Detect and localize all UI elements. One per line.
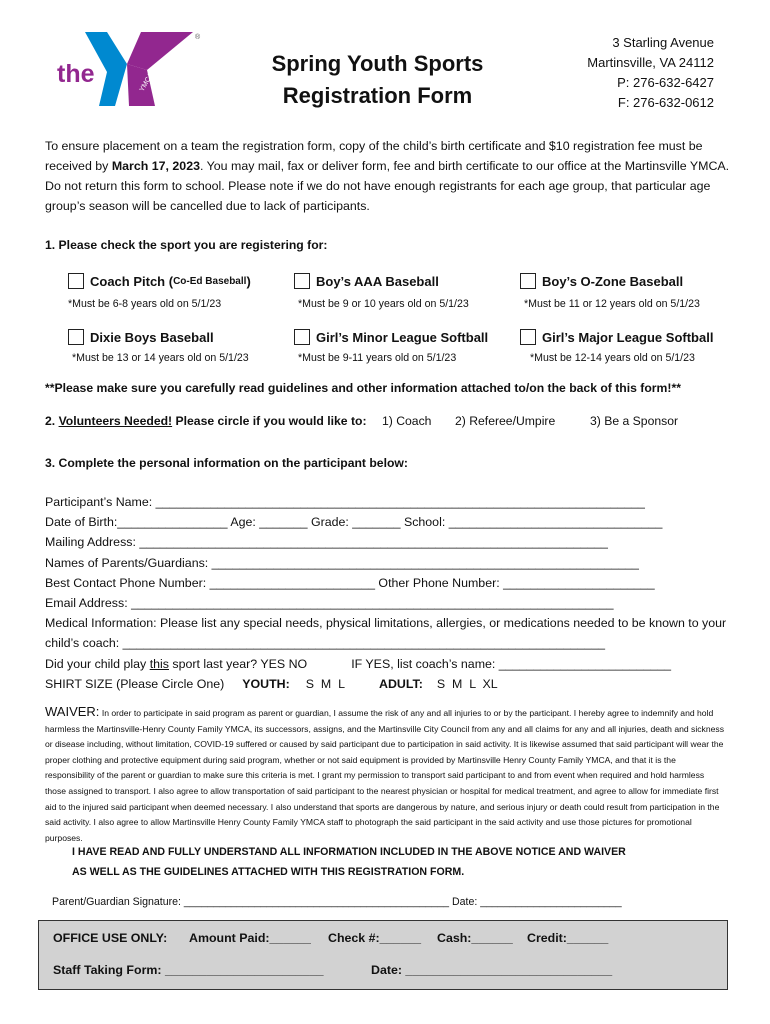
sport-label: Boy’s O-Zone Baseball (542, 273, 684, 289)
check-number-field[interactable]: Check #:______ (328, 931, 421, 945)
sport-note-ozone-baseball: *Must be 11 or 12 years old on 5/1/23 (524, 298, 700, 310)
sport-note-aaa-baseball: *Must be 9 or 10 years old on 5/1/23 (298, 298, 469, 310)
adult-sizes[interactable]: S M L XL (436, 676, 498, 691)
medical-information-field[interactable]: Medical Information: Please list any special needs, physical limitations, allergies, or medications needed to be known to your child’s coach: ______________________________________________________________________ (45, 616, 727, 651)
sport-sublabel: Co-Ed Baseball (173, 275, 247, 287)
waiver-text (45, 704, 725, 846)
office-title: OFFICE USE ONLY: (53, 931, 168, 945)
cash-field[interactable]: Cash:______ (437, 931, 513, 945)
waiver-title: WAIVER: (45, 704, 100, 719)
sport-option-coach-pitch[interactable] (68, 273, 251, 289)
shirt-size-label: SHIRT SIZE (Please Circle One) (45, 676, 225, 691)
ymca-logo (55, 30, 205, 110)
address-street: 3 Starling Avenue (612, 35, 714, 50)
sport-label: Coach Pitch ( (90, 273, 174, 289)
checkbox[interactable] (294, 273, 310, 289)
checkbox[interactable] (294, 329, 310, 345)
sport-option-dixie-boys[interactable] (68, 329, 214, 345)
sport-note-major-softball: *Must be 12-14 years old on 5/1/23 (530, 352, 695, 364)
sport-label: Dixie Boys Baseball (90, 329, 214, 345)
office-date-field[interactable]: Date: ______________________________ (371, 963, 613, 977)
intro-text-2: . You may mail, fax or deliver form, fee and birth certificate to our office at the Martinsville YMCA. Do not return this form to school. Please note if we do not have enough registrants for each age group, that particular age group’s season will be cancelled due to lack of participants. (45, 159, 730, 213)
logo-ymca-text: YMCA (138, 71, 155, 93)
played-emphasis: this (149, 656, 169, 671)
sport-label-suffix: ) (246, 273, 251, 289)
sport-note-dixie-boys: *Must be 13 or 14 years old on 5/1/23 (72, 352, 249, 364)
checkbox[interactable] (68, 273, 84, 289)
amount-paid-field[interactable]: Amount Paid:______ (189, 931, 311, 945)
participant-name-field[interactable]: Participant’s Name: _______________________________________________________________________ (45, 495, 645, 509)
sport-label: Girl’s Major League Softball (542, 329, 714, 345)
youth-sizes[interactable]: S M L (305, 676, 346, 691)
staff-taking-form-field[interactable]: Staff Taking Form: _______________________ (53, 963, 324, 977)
adult-size-label: ADULT: (379, 676, 423, 691)
sport-option-minor-softball[interactable] (294, 329, 488, 345)
checkbox[interactable] (68, 329, 84, 345)
volunteers-prefix: 2. (45, 414, 59, 428)
address-city: Martinsville, VA 24112 (587, 55, 714, 70)
volunteers-needed-label: Volunteers Needed! (58, 414, 173, 428)
volunteer-option-sponsor[interactable]: 3) Be a Sponsor (590, 414, 679, 428)
sport-label: Girl’s Minor League Softball (316, 329, 489, 345)
office-use-box (38, 920, 728, 990)
credit-field[interactable]: Credit:______ (527, 931, 609, 945)
dob-age-grade-school-field[interactable]: Date of Birth:________________ Age: _______ Grade: _______ School: _______________________________ (45, 515, 663, 530)
email-address-field[interactable]: Email Address: ______________________________________________________________________ (45, 596, 614, 611)
phone-numbers-field[interactable]: Best Contact Phone Number: ________________________ Other Phone Number: ______________________ (45, 575, 655, 590)
coach-name-field[interactable]: IF YES, list coach’s name: _________________________ (351, 656, 672, 671)
waiver-acknowledgement (72, 842, 626, 882)
sport-option-major-softball[interactable] (520, 329, 713, 345)
signature-line[interactable]: Parent/Guardian Signature: _____________________________________________ Date: ________________________ (52, 896, 622, 908)
acknowledgement-line1: I HAVE READ AND FULLY UNDERSTAND ALL INFORMATION INCLUDED IN THE ABOVE NOTICE AND WAIVER (72, 846, 626, 858)
section-1-heading: 1. Please check the sport you are registering for: (45, 238, 328, 252)
form-title (255, 48, 500, 112)
shirt-size-row[interactable] (45, 674, 735, 694)
intro-paragraph (45, 136, 730, 216)
guidelines-notice: **Please make sure you carefully read guidelines and other information attached to/on the back of this form!** (45, 381, 681, 395)
form-title-line2: Registration Form (282, 83, 473, 108)
checkbox[interactable] (520, 273, 536, 289)
waiver-body: In order to participate in said program as parent or guardian, I assume the risk of any and all injuries to or by the participant. I hereby agree to indemnify and hold harmless the Martinsville-Henry County Family YMCA, its successors, assigns, and the Martinsville City Council from any and all claims for any and all injuries, death and sickness or disease including, without limitation, COVID-19 suffered or caused by said participant due to participation in said activity. It is likewise assumed that said participant will wear the proper clothing and protective equipment during said program, whether or not said equipment is provided by Martinsville Henry County Family YMCA, and that it is the responsibility of the parent or guardian to make sure this criteria is met. I grant my permission to transport said participant to and from event when required and hold harmless those assigned to transport. I also agree to allow transportation of said participant to the nearest physician or hospital for medical treatment, and agree to allow for immediate first aid to the injured said participant when deemed necessary. I also understand that sports are dangerous by nature, and serious injury or death could result from participation in the said activity. I also agree to allow Martinsville Henry County Family YMCA staff to photograph the said participant in the said activity and use those pictures for promotional purposes. (45, 708, 725, 843)
form-title-line1: Spring Youth Sports (271, 51, 484, 76)
participant-fields (45, 492, 735, 694)
volunteer-option-coach[interactable]: 1) Coach (382, 414, 432, 428)
played-last-year-row[interactable] (45, 654, 735, 674)
parents-names-field[interactable]: Names of Parents/Guardians: ______________________________________________________________ (45, 555, 639, 570)
volunteers-prompt: Please circle if you would like to: (172, 414, 367, 428)
sport-option-aaa-baseball[interactable] (294, 273, 439, 289)
address-block (587, 33, 714, 113)
address-phone: P: 276-632-6427 (617, 75, 714, 90)
checkbox[interactable] (520, 329, 536, 345)
played-text: Did your child play (45, 656, 150, 671)
youth-size-label: YOUTH: (242, 676, 290, 691)
ymca-logo-mark (55, 30, 205, 110)
volunteers-row (45, 414, 367, 428)
section-3-heading: 3. Complete the personal information on the participant below: (45, 456, 408, 470)
acknowledgement-line2: AS WELL AS THE GUIDELINES ATTACHED WITH THIS REGISTRATION FORM. (72, 866, 465, 878)
sport-label: Boy’s AAA Baseball (316, 273, 439, 289)
registered-mark: ® (195, 34, 201, 41)
logo-the-text: the (57, 60, 95, 88)
sport-note-coach-pitch: *Must be 6-8 years old on 5/1/23 (68, 298, 222, 310)
address-fax: F: 276-632-0612 (617, 95, 714, 110)
deadline-date: March 17, 2023 (111, 159, 200, 173)
sport-option-ozone-baseball[interactable] (520, 273, 683, 289)
volunteer-option-referee[interactable]: 2) Referee/Umpire (455, 414, 556, 428)
intro-text-1: To ensure placement on a team the registration form, copy of the child’s birth certificate and $10 registration fee must be received by (45, 139, 703, 173)
sport-note-minor-softball: *Must be 9-11 years old on 5/1/23 (298, 352, 457, 364)
played-yes-no[interactable]: sport last year? YES NO (168, 656, 308, 671)
mailing-address-field[interactable]: Mailing Address: ____________________________________________________________________ (45, 535, 608, 550)
